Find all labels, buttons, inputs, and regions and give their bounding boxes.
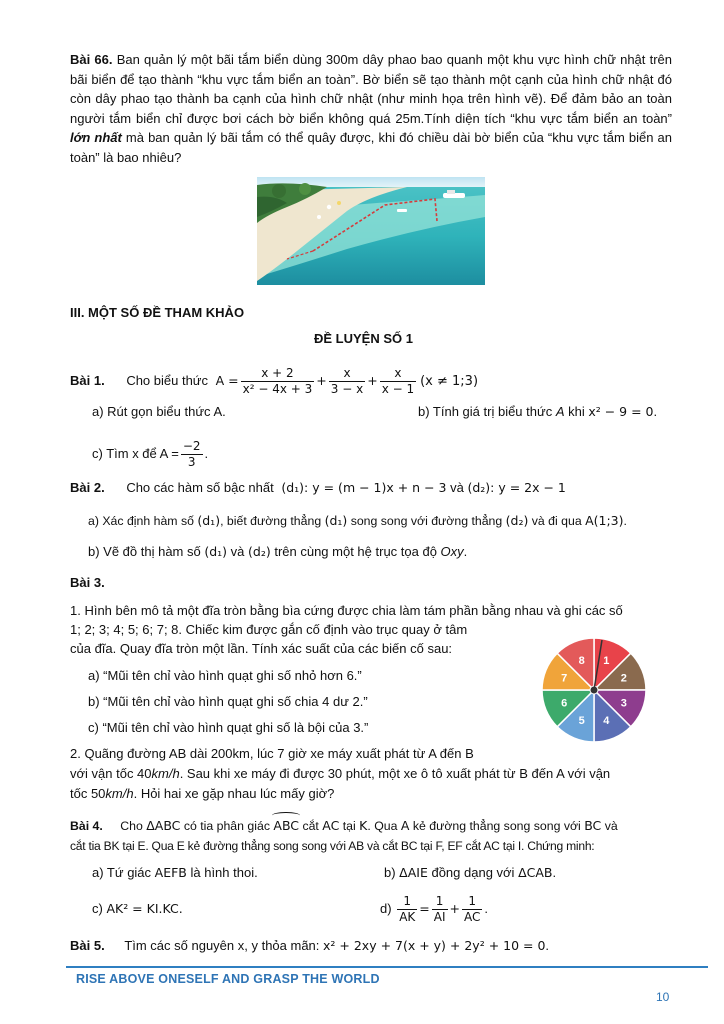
- num: 1: [432, 894, 448, 910]
- text: . Qua: [367, 819, 401, 833]
- text: tại: [339, 819, 360, 833]
- text: . Hỏi hai xe gặp nhau lúc mấy giờ?: [133, 786, 335, 801]
- text: có tia phân giác: [180, 819, 274, 833]
- text: .: [552, 865, 557, 880]
- fraction-1-ai: [432, 894, 448, 925]
- footer-divider: [66, 966, 708, 968]
- text: . Sau khi xe máy đi được 30 phút, một xe ô tô xuất phát từ B đến A với vận: [179, 766, 611, 781]
- text: Cho: [120, 819, 147, 833]
- line-d2: (d₂): y = 2x − 1: [467, 480, 566, 495]
- fraction-1-den: x² − 4x + 3: [242, 382, 313, 396]
- coordinate-system: Oxy: [440, 544, 464, 559]
- text: d): [380, 901, 392, 916]
- line-d2: (d₂): [248, 544, 271, 559]
- problem-2a-text: và đi qua: [528, 514, 586, 528]
- fraction-2-den: 3 − x: [330, 382, 364, 396]
- problem-66-text-2: mà ban quản lý bãi tắm có thể quây được, khi đó chiều dài bờ biển của “khu vực tắm biển an toàn” là bao nhiêu?: [70, 130, 672, 165]
- problem-4d: [380, 890, 488, 928]
- expression-a-eq: A =: [215, 372, 239, 388]
- problem-3-part-2-line-1: 2. Quãng đường AB dài 200km, lúc 7 giờ xe máy xuất phát từ A đến B: [70, 746, 474, 761]
- point-k: K: [359, 818, 368, 833]
- fraction-2-num: x: [329, 366, 365, 382]
- and-word: và: [227, 544, 249, 559]
- problem-2b: [88, 542, 467, 562]
- problem-1b-when: khi: [564, 404, 589, 419]
- plus-sign: +: [367, 372, 378, 388]
- problem-5-text: Tìm các số nguyên x, y thỏa mãn:: [124, 938, 324, 953]
- unit: km/h: [105, 786, 134, 801]
- triangle-aie: ΔAIE: [399, 865, 428, 880]
- problem-3b: b) “Mũi tên chỉ vào hình quạt ghi số chia 4 dư 2.”: [88, 694, 368, 709]
- problem-1-intro: Cho biểu thức: [126, 372, 209, 388]
- num: 1: [397, 894, 417, 910]
- line-d1: (d₁): y = (m − 1)x + n − 3: [281, 480, 447, 495]
- problem-3-label: Bài 3.: [70, 575, 105, 590]
- den: AI: [433, 910, 446, 925]
- problem-4b: [384, 863, 556, 883]
- problem-3-part-2-line-3: [70, 784, 334, 804]
- problem-1c: [92, 439, 208, 470]
- segment-ac: AC: [322, 818, 340, 833]
- spinner-wheel: [538, 634, 650, 746]
- plus-sign: +: [316, 372, 327, 388]
- angle-abc: ABC: [273, 816, 299, 836]
- period: .: [623, 514, 627, 528]
- problem-1-label: Bài 1.: [70, 372, 105, 388]
- problem-4-line-1: [70, 816, 618, 836]
- problem-4a: [92, 863, 258, 883]
- text: và: [601, 819, 618, 833]
- den: AK: [399, 910, 416, 925]
- text: với vận tốc 40: [70, 766, 152, 781]
- problem-1b-equation: x² − 9 = 0: [588, 404, 654, 419]
- line-d1: (d₁): [204, 544, 228, 559]
- period: .: [204, 445, 209, 461]
- plus-sign: +: [449, 901, 460, 916]
- problem-3-line-1: 1. Hình bên mô tả một đĩa tròn bằng bìa cứng được chia làm tám phần bằng nhau và ghi các số: [70, 603, 623, 618]
- problem-1b: [418, 402, 657, 422]
- line-d1: (d₁): [197, 513, 221, 528]
- problem-4c: [92, 899, 183, 919]
- problem-2a-text: a) Xác định hàm số: [88, 514, 198, 528]
- problem-66-emphasis: lớn nhất: [70, 130, 122, 145]
- wheel-number-3: 3: [620, 697, 627, 710]
- domain-condition: (x ≠ 1;3): [420, 373, 479, 389]
- problem-1c-text: c) Tìm x để A =: [92, 445, 179, 461]
- problem-1b-text: b) Tính giá trị biểu thức: [418, 404, 556, 419]
- problem-2a-text: song song với đường thẳng: [347, 514, 506, 528]
- period: .: [545, 938, 550, 953]
- fraction-c-den: 3: [187, 455, 196, 469]
- unit: km/h: [151, 766, 180, 781]
- text: tốc 50: [70, 786, 106, 801]
- footer-slogan: RISE ABOVE ONESELF AND GRASP THE WORLD: [76, 972, 380, 986]
- segment-bc: BC: [584, 818, 602, 833]
- fraction-3-den: x − 1: [381, 382, 415, 396]
- wheel-number-1: 1: [603, 655, 610, 668]
- problem-3c: c) “Mũi tên chỉ vào hình quạt ghi số là bội của 3.”: [88, 720, 369, 735]
- problem-2a: [88, 511, 627, 531]
- problem-5-label: Bài 5.: [70, 938, 105, 953]
- problem-3-part-2-line-2: [70, 764, 610, 784]
- problem-2b-text: b) Vẽ đồ thị hàm số: [88, 544, 205, 559]
- problem-4-label: Bài 4.: [70, 819, 103, 833]
- fraction-1-ak: [397, 894, 417, 925]
- fraction-1-num: x + 2: [241, 366, 315, 382]
- line-d2: (d₂): [505, 513, 529, 528]
- fraction-3: [380, 366, 416, 397]
- problem-5-equation: x² + 2xy + 7(x + y) + 2y² + 10 = 0: [323, 938, 546, 953]
- quadrilateral-aefb: AEFB: [154, 865, 187, 880]
- point-a: A: [400, 818, 410, 833]
- point-a: A(1;3): [585, 513, 624, 528]
- wheel-number-2: 2: [620, 672, 627, 685]
- and-word: và: [446, 480, 468, 495]
- problem-66: [70, 50, 672, 167]
- section-heading: III. MỘT SỐ ĐỀ THAM KHẢO: [70, 305, 245, 320]
- text: đồng dạng với: [427, 865, 519, 880]
- problem-66-label: Bài 66.: [70, 52, 113, 67]
- problem-1a: a) Rút gọn biểu thức A.: [92, 404, 226, 419]
- period: .: [463, 544, 468, 559]
- problem-5: [70, 936, 549, 956]
- fraction-3-num: x: [380, 366, 416, 382]
- beach-illustration: [257, 177, 485, 285]
- problem-3-line-2: 1; 2; 3; 4; 5; 6; 7; 8. Chiếc kim được gắn cố định vào trục quay ở tâm: [70, 622, 468, 637]
- fraction-c: [181, 439, 203, 470]
- triangle-abc: ΔABC: [146, 818, 181, 833]
- den: AC: [463, 910, 481, 925]
- wheel-number-4: 4: [603, 714, 610, 727]
- period: .: [653, 404, 658, 419]
- page-number: 10: [656, 990, 670, 1004]
- text: cắt: [299, 819, 323, 833]
- problem-2b-text: trên cùng một hệ trục tọa độ: [270, 544, 441, 559]
- fraction-2: [329, 366, 365, 397]
- problem-2-intro: Cho các hàm số bậc nhất: [126, 480, 274, 495]
- equation-4c: AK² = KI.KC.: [106, 901, 183, 916]
- num: 1: [462, 894, 482, 910]
- line-d1: (d₁): [324, 513, 348, 528]
- text: a) Tứ giác: [92, 865, 155, 880]
- problem-4-line-2: cắt tia BK tại E. Qua E kẻ đường thẳng song song với AB và cắt BC tại F, EF cắt AC tại I. Chứng minh:: [70, 839, 595, 853]
- wheel-number-6: 6: [561, 697, 568, 710]
- problem-1: [70, 366, 478, 397]
- fraction-1-ac: [462, 894, 482, 925]
- text: b): [384, 865, 400, 880]
- problem-2-label: Bài 2.: [70, 480, 105, 495]
- problem-3a: a) “Mũi tên chỉ vào hình quạt ghi số nhỏ hơn 6.”: [88, 668, 362, 683]
- fraction-1: [241, 366, 315, 397]
- problem-1b-var: A: [555, 404, 565, 419]
- period: .: [484, 901, 488, 916]
- exam-title: ĐỀ LUYỆN SỐ 1: [314, 331, 413, 346]
- text: là hình thoi.: [186, 865, 258, 880]
- triangle-cab: ΔCAB: [518, 865, 553, 880]
- wheel-number-8: 8: [578, 655, 585, 668]
- problem-3-line-3: của đĩa. Quay đĩa tròn một lần. Tính xác suất của các biến cố sau:: [70, 641, 453, 656]
- wheel-number-7: 7: [561, 672, 568, 685]
- equals-sign: =: [419, 901, 430, 916]
- text: c): [92, 901, 107, 916]
- problem-2: [70, 478, 566, 498]
- text: kẻ đường thẳng song song với: [409, 819, 585, 833]
- problem-66-text: Ban quản lý một bãi tắm biển dùng 300m dây phao bao quanh một khu vực hình chữ nhật trên bãi biển để tạo thành “khu vực tắm biển an toàn”. Bờ biển sẽ tạo thành một cạnh của hình chữ nhật đó còn dây phao tạo thành ba cạnh của hình chữ nhật (như minh họa trên hình vẽ). Để đảm bảo an toàn người tắm biển chỉ được bơi cách bờ biển không quá 25m.Tính diện tích “khu vực tắm biển an toàn”: [70, 52, 672, 126]
- fraction-c-num: −2: [182, 439, 201, 453]
- wheel-number-5: 5: [578, 714, 585, 727]
- problem-2a-text: , biết đường thẳng: [220, 514, 325, 528]
